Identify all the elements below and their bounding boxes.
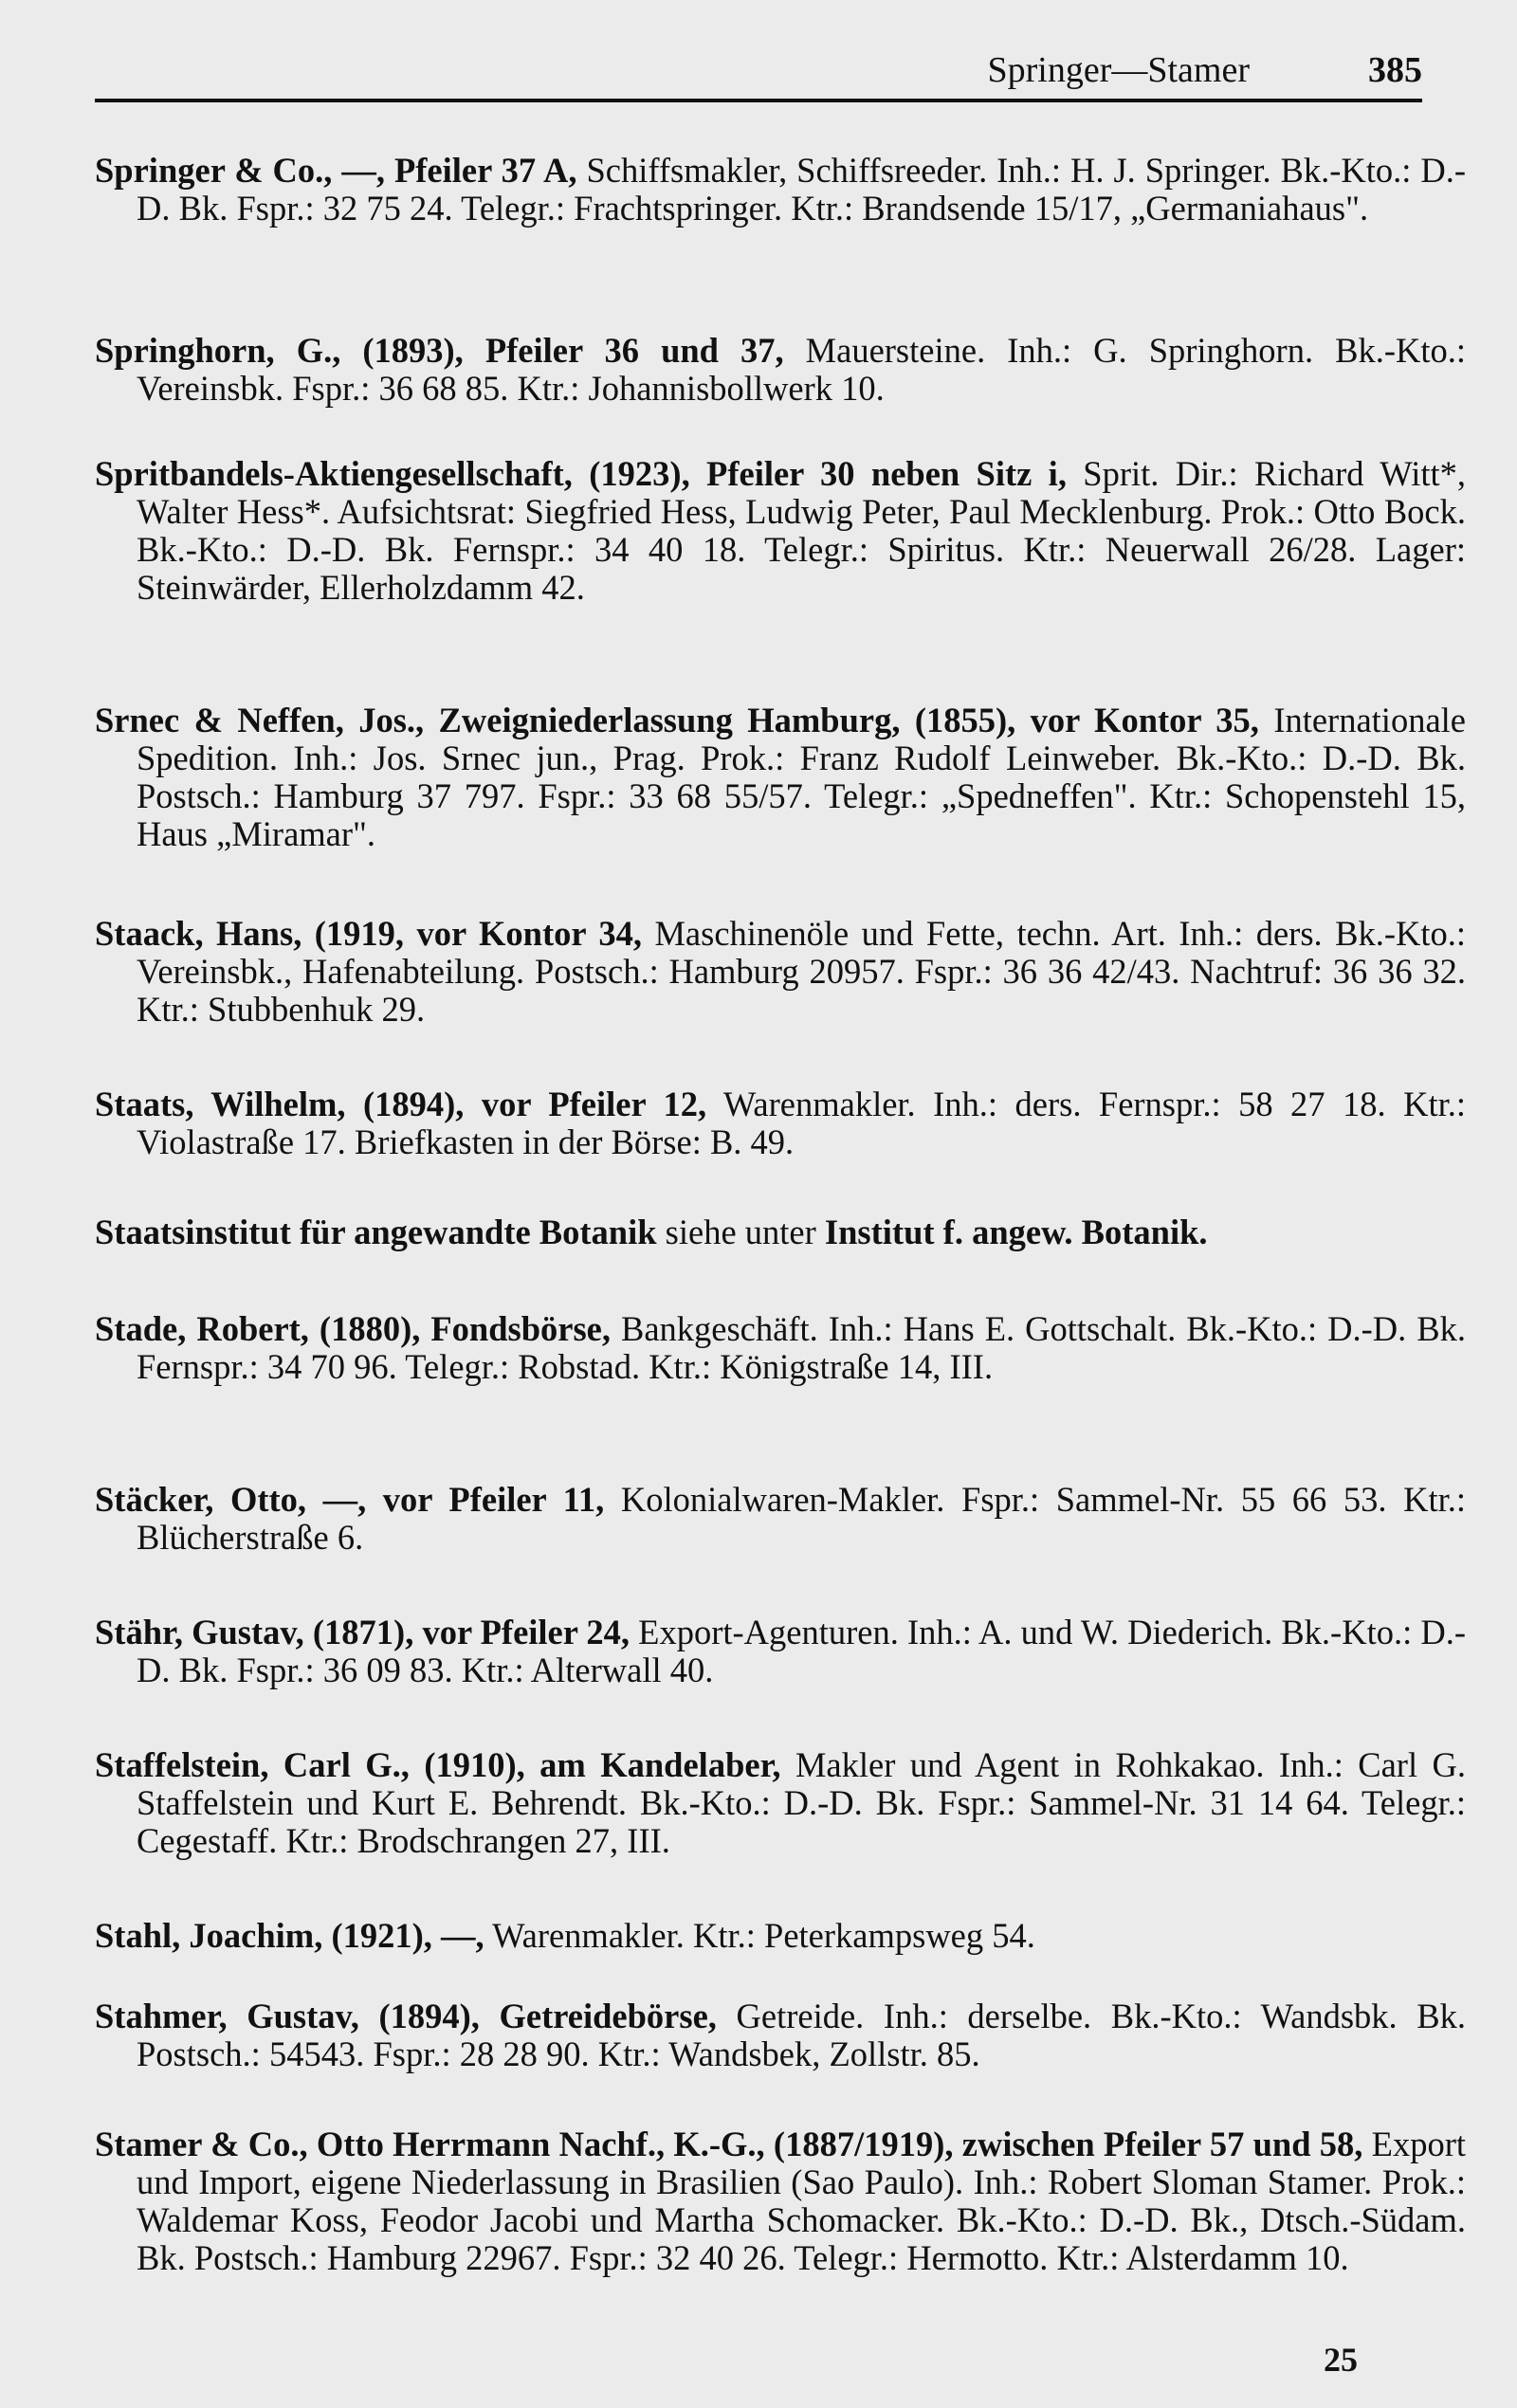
header-rule [95,99,1422,102]
entry-staehr [95,1614,1466,1689]
entry-name: Springer & Co., —, Pfeiler 37 A, [95,151,577,190]
entry-name: Spritbandels-Aktiengesellschaft, (1923), Pfeiler 30 neben Sitz i, [95,454,1067,493]
entry-details: Export und Import, eigene Niederlassung in Brasilien (Sao Paulo). Inh.: Robert Sloman Stamer. Prok.: Waldemar Koss, Feodor Jacobi und Martha Schomacker. Bk.-Kto.: D.-D. Bk., Dtsch.-Südam. Bk. Postsch.: Hamburg 22967. Fspr.: 32 40 26. Telegr.: Hermotto. Ktr.: Alsterdamm 10. [137,2125,1466,2277]
entry-staack [95,915,1466,1029]
footer-page-number: 25 [1324,2341,1358,2379]
entry-stahmer [95,1998,1466,2073]
entry-staecker [95,1481,1466,1557]
entry-name: Staats, Wilhelm, (1894), vor Pfeiler 12, [95,1085,707,1123]
page-number: 385 [1368,50,1422,90]
entry-name: Stäcker, Otto, —, vor Pfeiler 11, [95,1480,605,1519]
entry-name: Staffelstein, Carl G., (1910), am Kandelaber, [95,1745,781,1784]
entry-springhorn [95,332,1466,408]
entry-stade [95,1310,1466,1386]
entry-staats [95,1085,1466,1161]
entry-name: Srnec & Neffen, Jos., Zweigniederlassung Hamburg, (1855), vor Kontor 35, [95,701,1259,739]
entry-details: Kolonialwaren-Makler. Fspr.: Sammel-Nr. 55 66 53. Ktr.: Blücherstraße 6. [137,1480,1466,1557]
entry-sprithandels [95,455,1466,607]
entry-name: Stähr, Gustav, (1871), vor Pfeiler 24, [95,1613,631,1651]
entry-details: Export-Agenturen. Inh.: A. und W. Diederich. Bk.-Kto.: D.-D. Bk. Fspr.: 36 09 83. Ktr.: Alterwall 40. [137,1613,1466,1689]
entry-name: Stamer & Co., Otto Herrmann Nachf., K.-G., (1887/1919), zwischen Pfeiler 57 und 58, [95,2125,1363,2163]
entry-name: Springhorn, G., (1893), Pfeiler 36 und 37, [95,331,784,370]
entry-cross-reference: Institut f. angew. Botanik. [824,1213,1208,1251]
entry-name: Stahl, Joachim, (1921), —, [95,1916,484,1955]
entry-name: Stade, Robert, (1880), Fondsbörse, [95,1309,611,1348]
entry-name: Staack, Hans, (1919, vor Kontor 34, [95,914,643,953]
entry-details: Bankgeschäft. Inh.: Hans E. Gottschalt. Bk.-Kto.: D.-D. Bk. Fernspr.: 34 70 96. Telegr.: Robstad. Ktr.: Königstraße 14, III. [137,1309,1466,1386]
entry-stamer [95,2125,1466,2277]
entry-staatsinstitut [95,1213,1466,1251]
entry-details: Getreide. Inh.: derselbe. Bk.-Kto.: Wandsbk. Bk. Postsch.: 54543. Fspr.: 28 28 90. Ktr.: Wandsbek, Zollstr. 85. [137,1997,1466,2073]
entry-stahl [95,1917,1466,1955]
page-header [95,46,1422,102]
entry-details: siehe unter [656,1213,825,1251]
entry-srnec [95,702,1466,853]
entry-details: Internationale Spedition. Inh.: Jos. Srnec jun., Prag. Prok.: Franz Rudolf Leinweber. Bk.-Kto.: D.-D. Bk. Postsch.: Hamburg 37 797. Fspr.: 33 68 55/57. Telegr.: „Spedneffen". Ktr.: Schopenstehl 15, Haus „Miramar". [137,701,1466,853]
entry-name: Staatsinstitut für angewandte Botanik [95,1213,657,1251]
entry-springer [95,152,1466,228]
running-title: Springer—Stamer [987,50,1250,90]
entry-details: Schiffsmakler, Schiffsreeder. Inh.: H. J. Springer. Bk.-Kto.: D.-D. Bk. Fspr.: 32 75 24. Telegr.: Frachtspringer. Ktr.: Brandsende 15/17, „Germaniahaus". [137,151,1467,228]
entry-details: Warenmakler. Ktr.: Peterkampsweg 54. [484,1916,1035,1955]
entry-details: Sprit. Dir.: Richard Witt*, Walter Hess*. Aufsichtsrat: Siegfried Hess, Ludwig Peter, Paul Mecklenburg. Prok.: Otto Bock. Bk.-Kto.: D.-D. Bk. Fernspr.: 34 40 18. Telegr.: Spiritus. Ktr.: Neuerwall 26/28. Lager: Steinwärder, Ellerholzdamm 42. [137,454,1467,607]
entry-details: Mauersteine. Inh.: G. Springhorn. Bk.-Kto.: Vereinsbk. Fspr.: 36 68 85. Ktr.: Johannisbollwerk 10. [137,331,1466,408]
entry-details: Makler und Agent in Rohkakao. Inh.: Carl G. Staffelstein und Kurt E. Behrendt. Bk.-Kto.: D.-D. Bk. Fspr.: Sammel-Nr. 31 14 64. Telegr.: Cegestaff. Ktr.: Brodschrangen 27, III. [137,1745,1466,1860]
entry-name: Stahmer, Gustav, (1894), Getreidebörse, [95,1997,717,2035]
entry-details: Maschinenöle und Fette, techn. Art. Inh.: ders. Bk.-Kto.: Vereinsbk., Hafenabteilung. Postsch.: Hamburg 20957. Fspr.: 36 36 42/43. Nachtruf: 36 36 32. Ktr.: Stubbenhuk 29. [137,914,1467,1029]
entry-details: Warenmakler. Inh.: ders. Fernspr.: 58 27 18. Ktr.: Violastraße 17. Briefkasten in der Börse: B. 49. [137,1085,1466,1161]
entry-staffelstein [95,1746,1466,1860]
